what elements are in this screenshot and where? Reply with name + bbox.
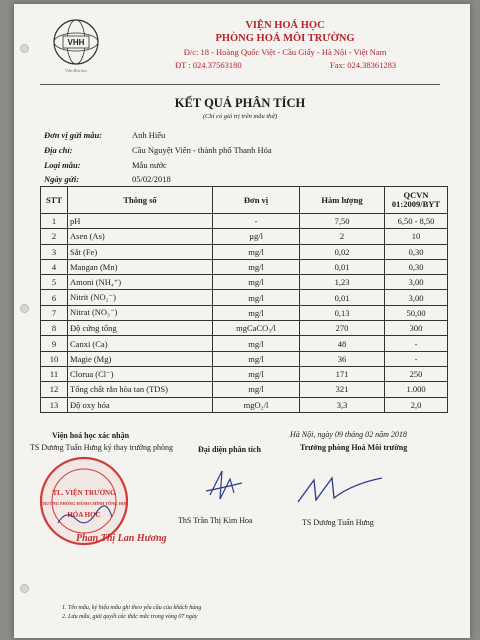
table-row [41,305,448,320]
fax: Fax: 024.38361283 [330,60,397,70]
sign-date: Hà Nội, ngày 09 tháng 02 năm 2018 [290,430,407,439]
cell-unit: mg/l [213,275,300,290]
header-divider [40,84,440,85]
stamp-bottom-text: HÓA HỌC [67,511,101,519]
cell-limit: 2,0 [385,397,448,412]
footnote-1: 1. Tên mẫu, ký hiệu mẫu ghi theo yêu cầu của khách hàng [62,605,202,611]
cell-unit: mg/l [213,290,300,305]
cell-unit: mg/l [213,351,300,366]
date-label: Ngày gửi: [44,174,80,184]
address-value: Cầu Nguyệt Viên - thành phố Thanh Hóa [132,145,272,155]
address: Đ/c: 18 - Hoàng Quốc Việt - Cầu Giấy - Hà Nội - Việt Nam [183,47,387,57]
sender-value: Anh Hiếu [132,130,166,140]
cell-content: 2 [300,229,385,244]
header-qcvn-line1: QCVN [403,190,429,200]
cell-stt: 3 [41,244,68,259]
cell-unit: mg/l [213,366,300,381]
table-row [41,336,448,351]
table-row [41,290,448,305]
cell-unit: mg/l [213,336,300,351]
left-sign-sub: TS Dương Tuấn Hưng ký thay trưởng phòng [30,443,174,452]
header-stt: STT [41,187,68,214]
cell-param: Sắt (Fe) [68,244,213,259]
cell-param: Amoni (NH₄⁺) [68,275,213,290]
cell-param: Mangan (Mn) [68,259,213,274]
cell-content: 0,13 [300,305,385,320]
org-name: VIỆN HOÁ HỌC [245,20,325,31]
cell-content: 3,3 [300,397,385,412]
cell-content: 1,23 [300,275,385,290]
institute-logo [52,18,100,66]
left-sign-title: Viện hoá học xác nhận [52,431,130,440]
table-row [41,244,448,259]
cell-limit: 3,00 [385,275,448,290]
table-row [41,397,448,412]
header-content: Hàm lượng [300,187,385,214]
header-unit: Đơn vị [213,187,300,214]
cell-param: Độ oxy hóa [68,397,213,412]
table-row [41,229,448,244]
stamp-mid-text: TRƯỞNG PHÒNG HÀNH CHÍNH TỔNG HỢP [40,501,128,506]
cell-unit: mgCaCO₃/l [213,321,300,336]
cell-unit: mgO₂/l [213,397,300,412]
cell-content: 36 [300,351,385,366]
cell-limit: - [385,351,448,366]
cell-stt: 11 [41,366,68,381]
cell-unit: mg/l [213,244,300,259]
address-label: Địa chỉ: [44,145,73,155]
cell-unit: mg/l [213,382,300,397]
cell-param: Clorua (Cl⁻) [68,366,213,381]
table-row [41,214,448,229]
date-value: 05/02/2018 [132,174,171,184]
cell-stt: 10 [41,351,68,366]
cell-content: 171 [300,366,385,381]
right-sign-title: Trưởng phòng Hoá Môi trường [300,443,408,452]
cell-param: pH [68,214,213,229]
cell-content: 0,02 [300,244,385,259]
cell-stt: 6 [41,290,68,305]
cell-stt: 8 [41,321,68,336]
header-qcvn-line2: 01:2009/BYT [391,199,441,209]
cell-limit: 300 [385,321,448,336]
cell-unit: - [213,214,300,229]
cell-content: 0,01 [300,290,385,305]
cell-stt: 2 [41,229,68,244]
table-row [41,275,448,290]
punch-hole [20,44,29,53]
cell-limit: 0,30 [385,244,448,259]
footnote-2: 2. Lưu mẫu, giải quyết các thắc mắc trong vòng 07 ngày [62,614,198,620]
cell-limit: 0,30 [385,259,448,274]
document-title: KẾT QUẢ PHÂN TÍCH [174,96,306,110]
cell-unit: mg/l [213,305,300,320]
punch-hole [20,584,29,593]
right-sign-name: TS Dương Tuấn Hưng [302,518,374,527]
dept-name: PHÒNG HOÁ MÔI TRƯỜNG [215,33,355,44]
sender-label: Đơn vị gửi mẫu: [44,130,103,140]
cell-stt: 13 [41,397,68,412]
cell-limit: 3,00 [385,290,448,305]
mid-sign-title: Đại diện phân tích [198,445,261,454]
punch-hole [20,304,29,313]
header-param: Thông số [68,187,213,214]
table-row [41,382,448,397]
mid-sign-name: ThS Trần Thị Kim Hoa [178,516,253,525]
cell-param: Tổng chất rắn hòa tan (TDS) [68,382,213,397]
cell-content: 7,50 [300,214,385,229]
cell-content: 48 [300,336,385,351]
sample-type-value: Mẫu nước [132,160,167,170]
cell-limit: 50,00 [385,305,448,320]
results-table [40,186,448,413]
cell-param: Canxi (Ca) [68,336,213,351]
stamp-top-text: TL. VIỆN TRƯỞNG [52,489,116,497]
cell-content: 270 [300,321,385,336]
cell-param: Nitrat (NO₃⁻) [68,305,213,320]
cell-stt: 1 [41,214,68,229]
cell-param: Nitrit (NO₂⁻) [68,290,213,305]
table-row [41,321,448,336]
mid-signature [200,465,250,505]
cell-stt: 7 [41,305,68,320]
table-header-row [41,187,448,214]
cell-param: Asen (As) [68,229,213,244]
cell-unit: mg/l [213,259,300,274]
right-signature [292,470,392,510]
phone: ĐT : 024.37563180 [175,60,242,70]
cell-content: 0,01 [300,259,385,274]
cell-limit: 1.000 [385,382,448,397]
cell-param: Độ cứng tổng [68,321,213,336]
logo-text: VHH [67,38,85,47]
cell-limit: - [385,336,448,351]
table-row [41,259,448,274]
cell-stt: 4 [41,259,68,274]
sample-type-label: Loại mẫu: [44,160,81,170]
cell-param: Magie (Mg) [68,351,213,366]
cell-limit: 6,50 - 8,50 [385,214,448,229]
cell-limit: 10 [385,229,448,244]
cell-limit: 250 [385,366,448,381]
cell-unit: µg/l [213,229,300,244]
header-qcvn [385,187,448,214]
cell-content: 321 [300,382,385,397]
document-subtitle: (Chỉ có giá trị trên mẫu thử) [202,113,278,120]
cell-stt: 5 [41,275,68,290]
logo-caption: Viện Hóa học [65,68,87,73]
cell-stt: 9 [41,336,68,351]
left-sign-name: Phan Thị Lan Hương [76,533,167,544]
table-row [41,366,448,381]
cell-stt: 12 [41,382,68,397]
table-row [41,351,448,366]
